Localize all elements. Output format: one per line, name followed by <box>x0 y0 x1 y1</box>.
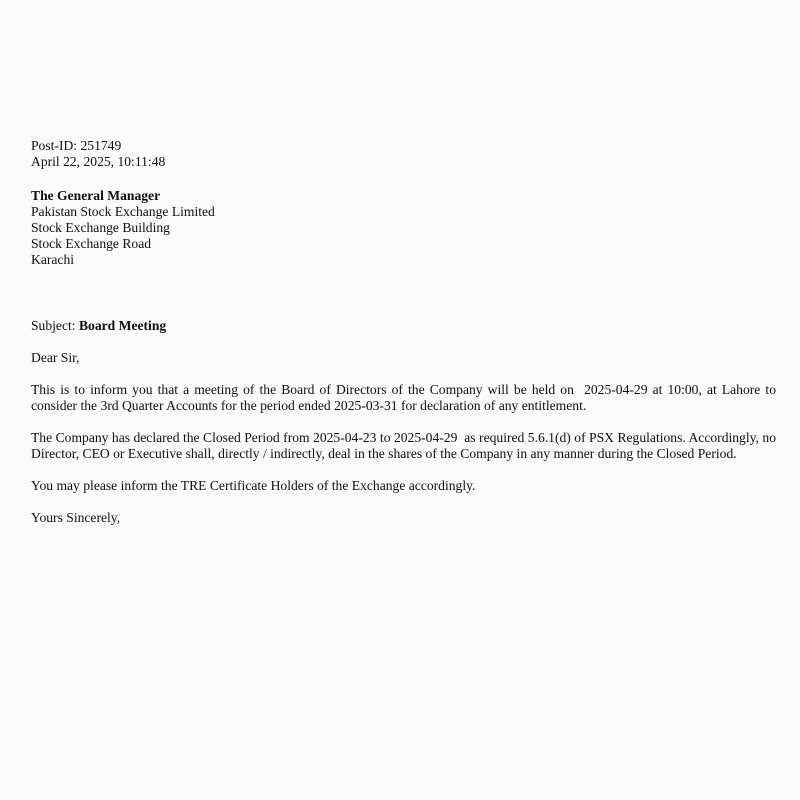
recipient-address-line-4: Karachi <box>31 252 75 267</box>
recipient-address-line-2: Stock Exchange Building <box>31 220 170 235</box>
salutation: Dear Sir, <box>31 350 80 365</box>
recipient-name: The General Manager <box>31 188 161 203</box>
subject-line <box>31 318 776 334</box>
body-paragraph-3: You may please inform the TRE Certificate Holders of the Exchange accordingly. <box>31 478 476 493</box>
subject-label: Subject: <box>31 318 76 333</box>
body-paragraph-2: The Company has declared the Closed Period from 2025-04-23 to 2025-04-29 as required 5.6.1(d) of PSX Regulations. Accordingly, no Director, CEO or Executive shall, directly / indirectly, deal in the shares of the Company in any manner during the Closed Period. <box>31 430 780 461</box>
subject-value: Board Meeting <box>78 318 167 333</box>
recipient-address-line-3: Stock Exchange Road <box>31 236 152 251</box>
closing: Yours Sincerely, <box>31 510 121 525</box>
meta-block <box>31 138 776 170</box>
recipient-address-line-1: Pakistan Stock Exchange Limited <box>31 204 215 219</box>
recipient-block <box>31 188 776 268</box>
date-line: April 22, 2025, 10:11:48 <box>31 154 166 169</box>
post-id-line: Post-ID: 251749 <box>31 138 122 153</box>
body-paragraph-1: This is to inform you that a meeting of the Board of Directors of the Company will be held on 2025-04-29 at 10:00, at Lahore to consider the 3rd Quarter Accounts for the period ended 2025-03-31 for declaration of any entitlement. <box>31 382 780 413</box>
